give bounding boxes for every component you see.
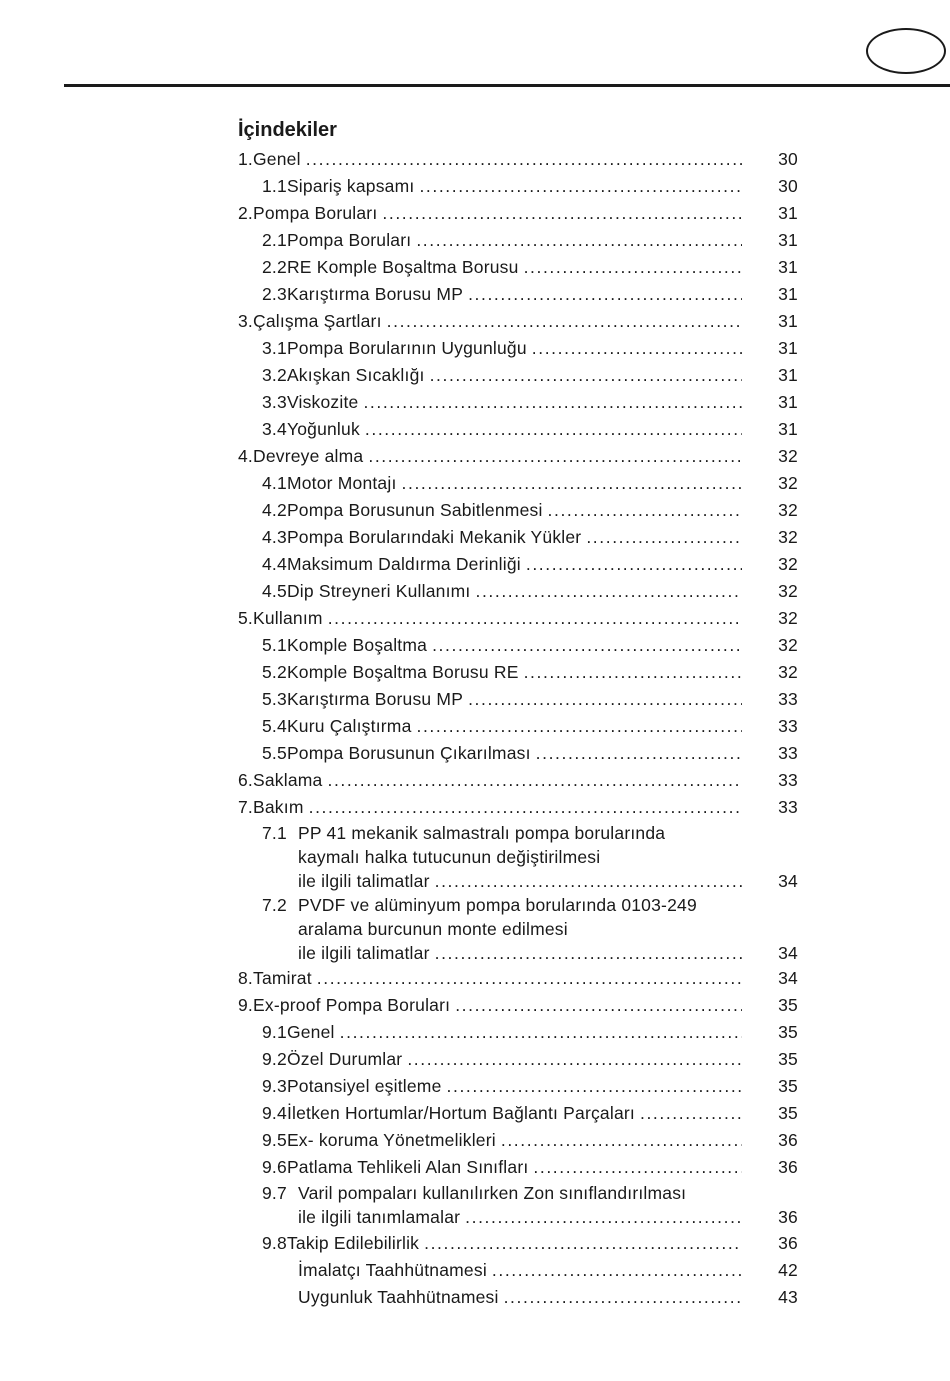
toc-page-number: 35 <box>778 995 798 1015</box>
toc-entry-number: 2.1 <box>262 230 287 250</box>
table-of-contents <box>238 115 798 1311</box>
toc-entry-number: 5. <box>238 608 253 628</box>
toc-entry-number: 5.4 <box>262 716 287 736</box>
toc-entry-title: Saklama <box>253 770 323 790</box>
toc-entry-number: 6. <box>238 770 253 790</box>
toc-entry-number: 9.7 <box>262 1183 287 1203</box>
toc-entry[interactable] <box>238 713 798 740</box>
toc-entry-number: 9.8 <box>262 1232 287 1253</box>
toc-dot-leader <box>536 740 742 767</box>
toc-dot-leader <box>306 146 742 173</box>
toc-dot-leader <box>501 1127 742 1154</box>
toc-page-number: 34 <box>778 942 798 963</box>
toc-page-number: 42 <box>778 1259 798 1280</box>
toc-entry-number: 9.3 <box>262 1076 287 1096</box>
toc-entry-number: 2.3 <box>262 284 287 304</box>
toc-entry-number: 3.3 <box>262 392 287 412</box>
toc-dot-leader <box>407 1046 742 1073</box>
toc-entry-number: 4.5 <box>262 581 287 601</box>
toc-page-number: 36 <box>778 1207 798 1227</box>
toc-dot-leader <box>317 965 742 992</box>
toc-dot-leader <box>402 470 742 497</box>
toc-entry[interactable] <box>238 146 798 173</box>
toc-dot-leader <box>416 227 742 254</box>
toc-entry-title: PVDF ve alüminyum pompa borularında 0103-249 <box>298 895 697 915</box>
toc-entry-number: 7.2 <box>262 895 287 915</box>
toc-entry-title: Viskozite <box>286 392 359 412</box>
toc-dot-leader <box>419 173 742 200</box>
toc-entry[interactable] <box>238 362 798 389</box>
toc-page-number: 32 <box>778 581 798 601</box>
toc-dot-leader <box>363 389 742 416</box>
toc-entry[interactable] <box>238 686 798 713</box>
toc-entry-number: 7.1 <box>262 823 287 843</box>
toc-title: İçindekiler <box>238 119 337 141</box>
toc-entry-number: 5.5 <box>262 743 287 763</box>
toc-page-number: 32 <box>778 473 798 493</box>
toc-entry-number: 4. <box>238 446 253 466</box>
toc-entry[interactable] <box>238 821 798 893</box>
toc-entry[interactable] <box>238 1019 798 1046</box>
toc-entry-title: PP 41 mekanik salmastralı pompa borularında <box>298 823 666 843</box>
toc-entry[interactable] <box>238 227 798 254</box>
toc-entry-title: Tamirat <box>253 968 312 988</box>
toc-page-number: 31 <box>778 311 798 331</box>
toc-entry-title: Devreye alma <box>253 446 364 466</box>
toc-page-number: 32 <box>778 500 798 520</box>
toc-page-number: 33 <box>778 689 798 709</box>
toc-page-number: 31 <box>778 203 798 223</box>
toc-page-number: 36 <box>778 1232 798 1253</box>
toc-entry-title: RE Komple Boşaltma Borusu <box>286 257 519 277</box>
toc-dot-leader <box>492 1257 742 1284</box>
toc-page-number: 35 <box>778 1103 798 1123</box>
toc-dot-leader <box>432 632 742 659</box>
toc-entry[interactable] <box>238 254 798 281</box>
toc-entry[interactable] <box>238 335 798 362</box>
toc-entry-title: Sipariş kapsamı <box>286 176 415 196</box>
toc-dot-leader <box>447 1073 742 1100</box>
toc-entry-title: Özel Durumlar <box>286 1049 403 1069</box>
toc-entry-number: 5.3 <box>262 689 287 709</box>
toc-entry[interactable] <box>238 893 798 965</box>
toc-entry[interactable] <box>238 794 798 821</box>
toc-entry-title: Pompa Borusunun Sabitlenmesi <box>286 500 543 520</box>
toc-entry-title: ile ilgili talimatlar <box>298 942 430 963</box>
toc-dot-leader <box>468 281 742 308</box>
toc-page-number: 35 <box>778 1076 798 1096</box>
toc-page-number: 33 <box>778 797 798 817</box>
toc-page-number: 36 <box>778 1157 798 1177</box>
toc-page-number: 32 <box>778 554 798 574</box>
toc-entry-title: İmalatçı Taahhütnamesi <box>298 1259 487 1280</box>
toc-entry-title: Pompa Borularındaki Mekanik Yükler <box>286 527 582 547</box>
toc-dot-leader <box>465 1206 742 1230</box>
toc-dot-leader <box>430 362 742 389</box>
toc-entry-title: Çalışma Şartları <box>253 311 382 331</box>
toc-dot-leader <box>586 524 742 551</box>
toc-dot-leader <box>368 443 742 470</box>
toc-entry-number: 4.4 <box>262 554 287 574</box>
toc-page-number: 33 <box>778 743 798 763</box>
toc-dot-leader <box>524 659 742 686</box>
toc-dot-leader <box>382 200 742 227</box>
toc-page-number: 32 <box>778 608 798 628</box>
toc-entry[interactable] <box>238 1257 798 1284</box>
toc-dot-leader <box>435 870 742 894</box>
toc-dot-leader <box>328 767 743 794</box>
toc-entry[interactable] <box>238 1284 798 1311</box>
toc-entry-number: 5.1 <box>262 635 287 655</box>
toc-page-number: 32 <box>778 635 798 655</box>
language-badge <box>866 28 946 74</box>
toc-page-number: 30 <box>778 176 798 196</box>
toc-dot-leader <box>387 308 742 335</box>
toc-page-number: 31 <box>778 365 798 385</box>
toc-entry-title: Potansiyel eşitleme <box>286 1076 442 1096</box>
toc-entry-title: Pompa Borularının Uygunluğu <box>286 338 527 358</box>
toc-entry-number: 9. <box>238 995 253 1015</box>
toc-dot-leader <box>526 551 742 578</box>
toc-dot-leader <box>365 416 742 443</box>
toc-entry-number: 3.1 <box>262 338 287 358</box>
toc-page-number: 33 <box>778 716 798 736</box>
toc-page-number: 31 <box>778 257 798 277</box>
toc-entry-title: Takip Edilebilirlik <box>286 1232 420 1253</box>
toc-dot-leader <box>417 713 743 740</box>
toc-entry[interactable] <box>238 200 798 227</box>
toc-entry-title: Akışkan Sıcaklığı <box>286 365 425 385</box>
toc-entry[interactable] <box>238 965 798 992</box>
toc-dot-leader <box>424 1230 742 1257</box>
toc-page-number: 31 <box>778 392 798 412</box>
toc-entry-title: aralama burcunun monte edilmesi <box>298 919 568 939</box>
toc-entry[interactable] <box>238 1100 798 1127</box>
toc-page-number: 35 <box>778 1022 798 1042</box>
toc-dot-leader <box>309 794 742 821</box>
toc-entry-title: ile ilgili talimatlar <box>298 870 430 891</box>
toc-dot-leader <box>455 992 742 1019</box>
toc-entry-number: 9.5 <box>262 1130 287 1150</box>
toc-entry-number: 9.6 <box>262 1157 287 1177</box>
toc-entry-title: Genel <box>253 149 301 169</box>
toc-page-number: 33 <box>778 770 798 790</box>
toc-dot-leader <box>524 254 742 281</box>
toc-entry-title: Karıştırma Borusu MP <box>286 689 464 709</box>
toc-entry-title: Motor Montajı <box>286 473 397 493</box>
toc-entry[interactable] <box>238 1127 798 1154</box>
toc-list <box>238 146 798 1311</box>
toc-entry-number: 2. <box>238 203 253 223</box>
toc-entry-title: Pompa Borusunun Çıkarılması <box>286 743 531 763</box>
toc-entry-title: Patlama Tehlikeli Alan Sınıfları <box>286 1157 529 1177</box>
toc-entry-number: 5.2 <box>262 662 287 682</box>
toc-entry-title: Bakım <box>253 797 304 817</box>
toc-page-number: 32 <box>778 662 798 682</box>
toc-page-number: 32 <box>778 446 798 466</box>
toc-entry-number: 4.1 <box>262 473 287 493</box>
toc-entry[interactable] <box>238 389 798 416</box>
toc-entry[interactable] <box>238 308 798 335</box>
toc-entry[interactable] <box>238 173 798 200</box>
toc-entry[interactable] <box>238 1230 798 1257</box>
toc-entry[interactable] <box>238 551 798 578</box>
toc-entry[interactable] <box>238 659 798 686</box>
toc-entry[interactable] <box>238 416 798 443</box>
toc-entry-number: 3.4 <box>262 419 287 439</box>
toc-entry-title: Pompa Boruları <box>253 203 378 223</box>
toc-dot-leader <box>476 578 743 605</box>
toc-entry-title: Maksimum Daldırma Derinliği <box>286 554 521 574</box>
toc-entry[interactable] <box>238 497 798 524</box>
toc-entry-title: Genel <box>286 1022 335 1042</box>
toc-entry-title: İletken Hortumlar/Hortum Bağlantı Parçaları <box>286 1103 635 1123</box>
toc-entry[interactable] <box>238 443 798 470</box>
toc-page-number: 35 <box>778 1049 798 1069</box>
toc-entry[interactable] <box>238 1181 798 1230</box>
toc-entry-title: Ex- koruma Yönetmelikleri <box>286 1130 496 1150</box>
toc-entry-number: 7. <box>238 797 253 817</box>
toc-page-number: 43 <box>778 1286 798 1307</box>
toc-entry-title: Kuru Çalıştırma <box>286 716 412 736</box>
toc-entry-number: 2.2 <box>262 257 287 277</box>
toc-entry[interactable] <box>238 1046 798 1073</box>
toc-dot-leader <box>640 1100 742 1127</box>
toc-entry-number: 4.3 <box>262 527 287 547</box>
toc-page-number: 36 <box>778 1130 798 1150</box>
toc-entry-number: 1. <box>238 149 253 169</box>
toc-entry-title: Karıştırma Borusu MP <box>286 284 464 304</box>
toc-entry-number: 1.1 <box>262 176 287 196</box>
toc-entry-title: kaymalı halka tutucunun değiştirilmesi <box>298 847 601 867</box>
toc-entry[interactable] <box>238 632 798 659</box>
toc-entry-number: 3. <box>238 311 253 331</box>
toc-entry[interactable] <box>238 1073 798 1100</box>
toc-entry-number: 9.2 <box>262 1049 287 1069</box>
toc-dot-leader <box>435 942 742 966</box>
toc-entry[interactable] <box>238 524 798 551</box>
toc-entry-number: 9.1 <box>262 1022 287 1042</box>
toc-entry-title: Komple Boşaltma Borusu RE <box>286 662 519 682</box>
toc-dot-leader <box>328 605 742 632</box>
toc-entry-title: Uygunluk Taahhütnamesi <box>298 1286 499 1307</box>
toc-entry[interactable] <box>238 281 798 308</box>
toc-entry-title: Pompa Boruları <box>286 230 412 250</box>
toc-page-number: 31 <box>778 338 798 358</box>
toc-entry-number: 9.4 <box>262 1103 287 1123</box>
toc-page-number: 34 <box>778 968 798 988</box>
toc-entry-title: ile ilgili tanımlamalar <box>298 1207 461 1227</box>
toc-dot-leader <box>548 497 742 524</box>
toc-dot-leader <box>340 1019 742 1046</box>
toc-entry[interactable] <box>238 992 798 1019</box>
toc-page-number: 30 <box>778 149 798 169</box>
toc-entry-number: 3.2 <box>262 365 287 385</box>
toc-entry[interactable] <box>238 470 798 497</box>
toc-page-number: 34 <box>778 870 798 891</box>
toc-page-number: 32 <box>778 527 798 547</box>
toc-dot-leader <box>533 1154 742 1181</box>
toc-entry-number: 4.2 <box>262 500 287 520</box>
toc-entry-title: Dip Streyneri Kullanımı <box>286 581 471 601</box>
toc-page-number: 31 <box>778 230 798 250</box>
toc-entry-title: Yoğunluk <box>286 419 360 439</box>
toc-entry-title: Kullanım <box>253 608 323 628</box>
toc-dot-leader <box>532 335 742 362</box>
toc-entry[interactable] <box>238 1154 798 1181</box>
toc-entry[interactable] <box>238 605 798 632</box>
toc-entry[interactable] <box>238 578 798 605</box>
toc-page-number: 31 <box>778 284 798 304</box>
toc-dot-leader <box>504 1284 742 1311</box>
toc-dot-leader <box>468 686 742 713</box>
toc-entry[interactable] <box>238 767 798 794</box>
header-rule <box>64 84 950 87</box>
toc-entry-title: Komple Boşaltma <box>286 635 428 655</box>
toc-entry-number: 8. <box>238 968 253 988</box>
toc-entry-title: Ex-proof Pompa Boruları <box>253 995 451 1015</box>
toc-page-number: 31 <box>778 419 798 439</box>
toc-entry-title: Varil pompaları kullanılırken Zon sınıflandırılması <box>298 1183 687 1203</box>
toc-entry[interactable] <box>238 740 798 767</box>
